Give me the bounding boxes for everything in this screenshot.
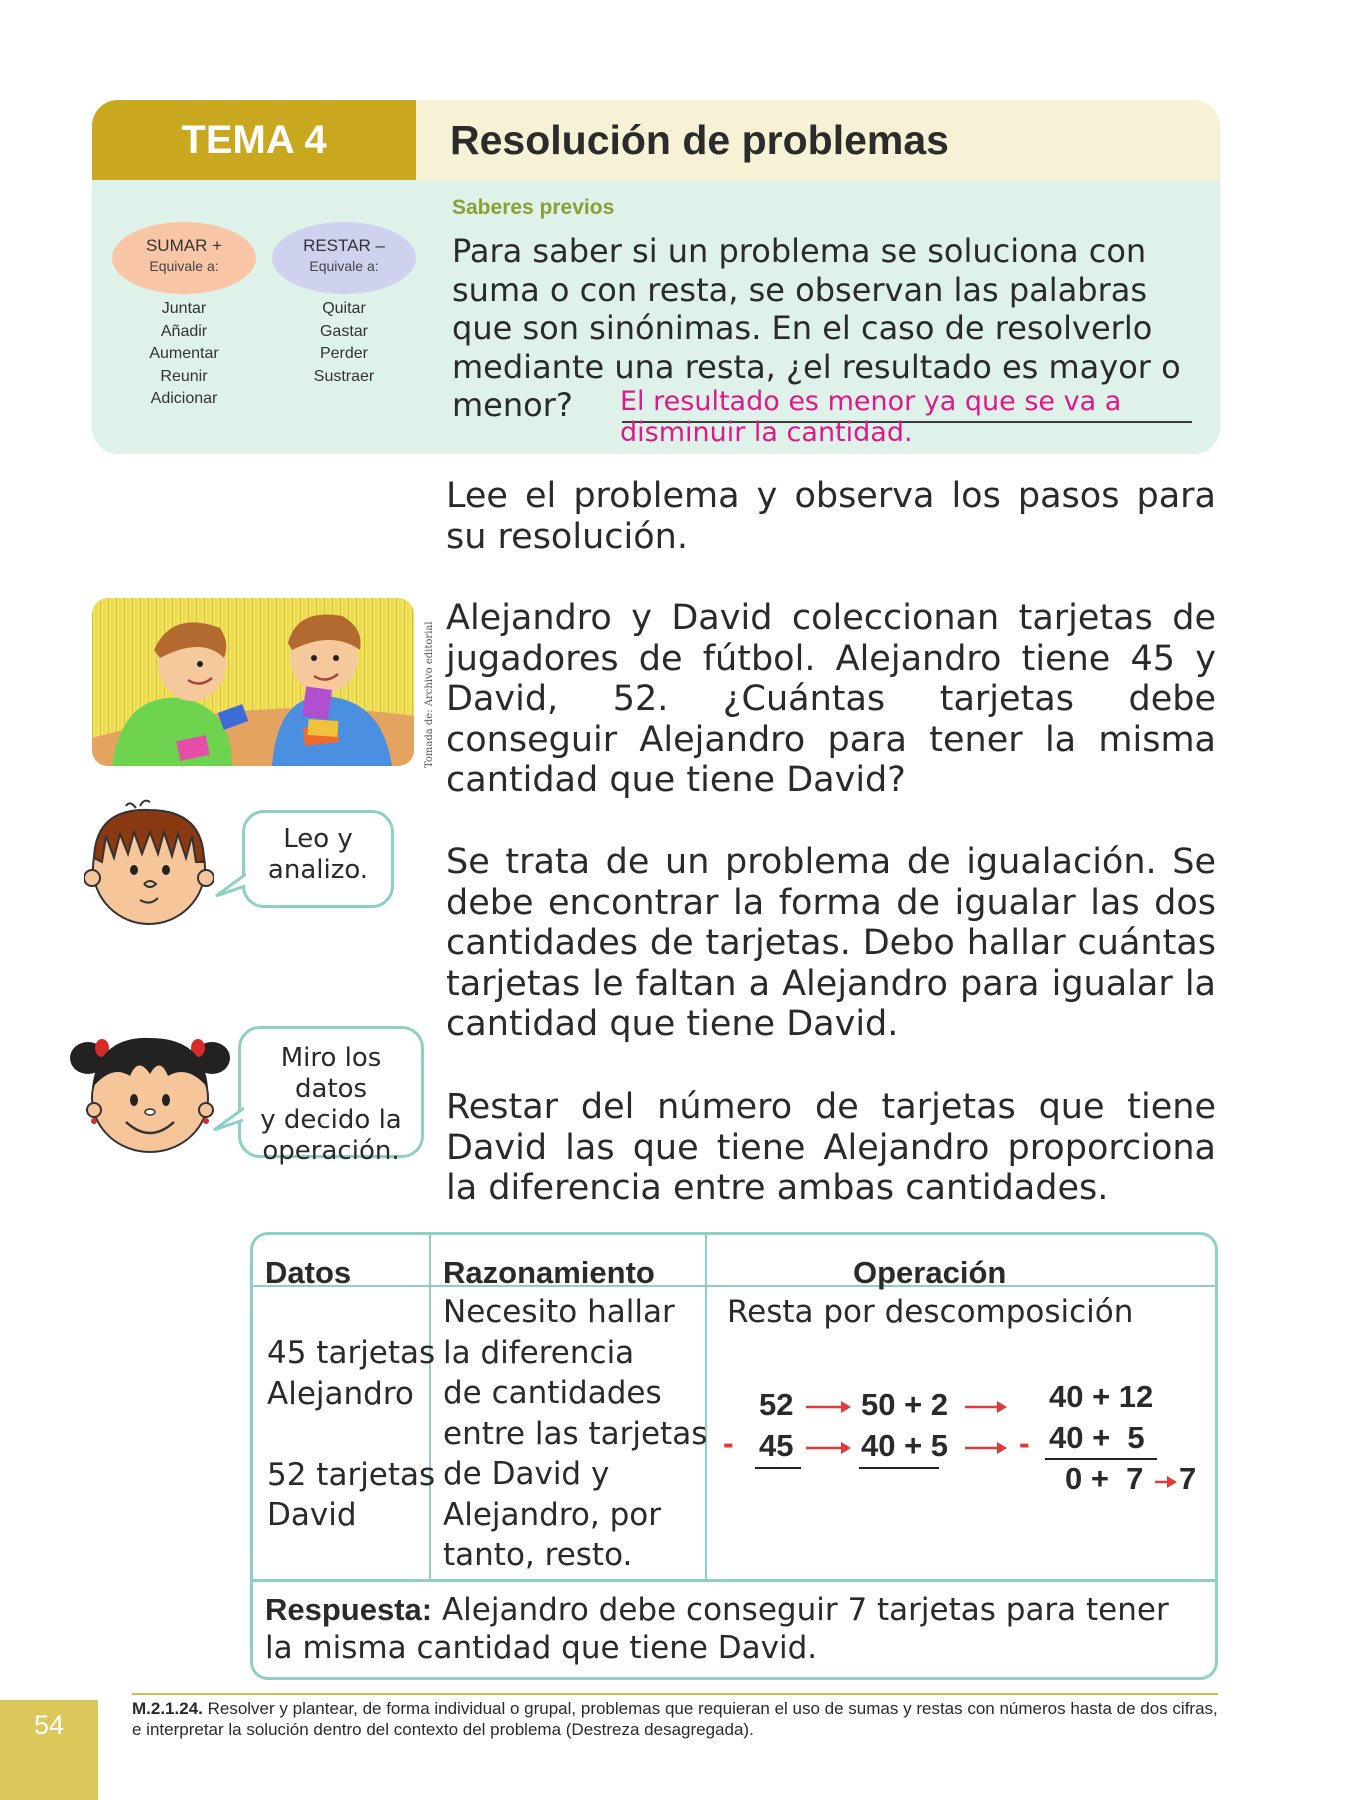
arrow-icon — [965, 1442, 1007, 1454]
datos-line: Alejandro — [267, 1375, 414, 1412]
subtrahend: 45 — [759, 1428, 794, 1463]
razonamiento-line: la diferencia — [443, 1334, 635, 1371]
razonamiento-line: Alejandro, por — [443, 1496, 661, 1533]
datos-line: 45 tarjetas — [267, 1335, 436, 1371]
topic-header — [92, 100, 1220, 180]
arrow-icon — [1155, 1476, 1177, 1488]
boy-face-illustration — [84, 796, 214, 928]
column-header-operacion: Operación — [853, 1255, 1007, 1290]
boys-trading-cards-illustration — [92, 598, 414, 766]
list-item: Perder — [319, 345, 369, 362]
answer-label: Respuesta: — [265, 1592, 433, 1627]
decomp-minuend: 50 + 2 — [861, 1387, 949, 1422]
column-header-razonamiento: Razonamiento — [443, 1255, 655, 1290]
speech-line: y decido la — [260, 1105, 402, 1135]
speech-tail — [212, 1106, 244, 1132]
sumar-title: SUMAR + — [145, 236, 223, 255]
regroup-subtrahend: 40 + 5 — [1049, 1420, 1145, 1455]
minus-sign: - — [723, 1425, 734, 1461]
speech-line: operación. — [262, 1136, 400, 1166]
regroup-minuend: 40 + 12 — [1049, 1379, 1154, 1414]
saberes-answer[interactable]: El resultado es menor ya que se va a disminuir la cantidad. — [620, 386, 1122, 448]
page-number: 54 — [33, 1710, 65, 1740]
minuend: 52 — [759, 1387, 794, 1422]
saberes-previos-panel — [92, 180, 1220, 454]
list-item: Aumentar — [149, 345, 219, 362]
sumar-bubble — [112, 222, 256, 294]
restar-bubble — [272, 222, 416, 294]
razonamiento-line: de cantidades — [443, 1375, 662, 1411]
razonamiento-line: de David y — [443, 1456, 610, 1492]
datos-line: David — [267, 1497, 357, 1533]
list-item: Adicionar — [150, 390, 218, 407]
arrow-icon — [806, 1442, 851, 1454]
answer-divider — [253, 1579, 1215, 1582]
solution-strategy: Restar del número de tarjetas que tiene David las que tiene Alejandro proporciona la diferencia entre ambas cantidades. — [446, 1087, 1216, 1208]
answer-text: Alejandro debe conseguir 7 tarjetas para tener la misma cantidad que tiene David. — [265, 1592, 1169, 1666]
saberes-previos-label: Saberes previos — [452, 196, 615, 219]
speech-line: Leo y — [283, 824, 353, 854]
girl-speech-bubble — [238, 1026, 424, 1166]
skill-description — [132, 1698, 1222, 1740]
topic-number: TEMA 4 — [92, 100, 416, 180]
problem-solution-table — [250, 1232, 1218, 1680]
razonamiento-line: tanto, resto. — [443, 1537, 633, 1573]
razonamiento-line: Necesito hallar — [443, 1294, 675, 1330]
list-item: Gastar — [319, 322, 368, 340]
restar-synonyms — [272, 298, 416, 388]
list-item: Sustraer — [313, 367, 375, 385]
page-title: Resolución de problemas — [450, 117, 949, 163]
boy-speech-bubble — [242, 810, 394, 908]
datos-line: 52 tarjetas — [267, 1456, 436, 1493]
skill-code: M.2.1.24. — [132, 1699, 203, 1718]
sumar-subtitle: Equivale a: — [149, 258, 219, 274]
speech-tail — [214, 872, 246, 898]
restar-subtitle: Equivale a: — [309, 258, 379, 274]
problem-analysis: Se trata de un problema de igualación. Se debe encontrar la forma de igualar las dos cantidades de tarjetas. Debo hallar cuántas tarjetas le faltan a Alejandro para igualar la cantidad que tiene David. — [446, 842, 1216, 1044]
decomp-subtrahend: 40 + 5 — [861, 1428, 949, 1463]
girl-face-illustration — [68, 1026, 232, 1154]
operacion-title: Resta por descomposición — [727, 1294, 1134, 1330]
arrow-icon — [806, 1401, 851, 1413]
list-item: Juntar — [161, 300, 207, 317]
speech-line: Miro los datos — [280, 1043, 382, 1104]
problem-statement: Alejandro y David coleccionan tarjetas de jugadores de fútbol. Alejandro tiene 45 y David, 52. ¿Cuántas tarjetas debe conseguir Alejandro para tener la misma cantidad que tiene David? — [446, 598, 1216, 800]
final-result: 7 — [1179, 1461, 1197, 1496]
intro-text: Lee el problema y observa los pasos para su resolución. — [446, 476, 1216, 557]
footer-rule — [132, 1693, 1218, 1695]
razonamiento-line: entre las tarjetas — [443, 1415, 708, 1452]
list-item: Reunir — [160, 367, 208, 385]
restar-title: RESTAR – — [303, 236, 385, 255]
answer-row — [265, 1591, 1205, 1667]
sumar-synonyms — [112, 298, 256, 411]
partial-result: 0 + 7 — [1065, 1461, 1144, 1496]
list-item: Añadir — [160, 322, 208, 340]
arrows-layer — [253, 1235, 1215, 1579]
skill-text: Resolver y plantear, de forma individual o grupal, problemas que requieran el uso de sumas y restas con números hasta de dos cifras, e interpretar la solución dentro del contexto del problema (Destreza desagregada). — [132, 1699, 1218, 1739]
column-header-datos: Datos — [265, 1255, 352, 1290]
image-credit: Tomada de: Archivo editorial — [424, 621, 435, 768]
saberes-question: Para saber si un problema se soluciona con suma o con resta, se observan las palabras que son sinónimas. En el caso de resolverlo mediante una resta, ¿el resultado es mayor o menor? — [452, 232, 1181, 424]
arrow-icon — [965, 1401, 1007, 1413]
minus-sign: - — [1019, 1425, 1030, 1461]
list-item: Quitar — [322, 300, 366, 317]
speech-line: analizo. — [267, 855, 369, 885]
